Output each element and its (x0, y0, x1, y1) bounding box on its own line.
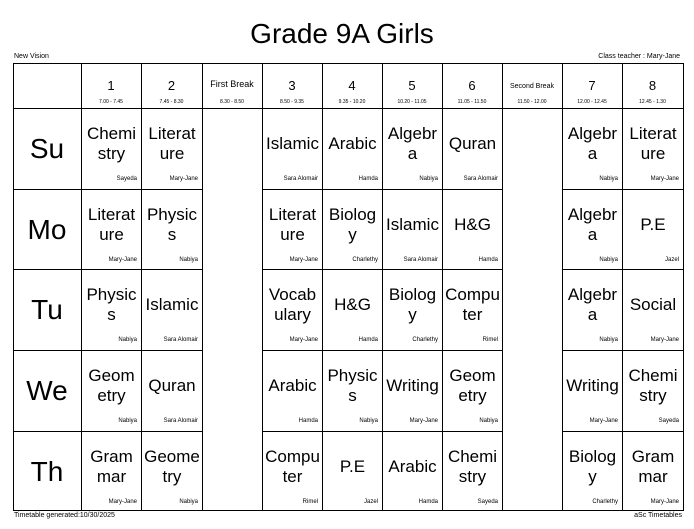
lesson-subject: Literature (148, 124, 196, 163)
lesson-cell[interactable] (323, 109, 382, 189)
lesson-subject: Chemistry (447, 447, 498, 486)
lesson-cell[interactable] (563, 351, 622, 431)
period-number: 2 (167, 78, 176, 93)
lesson-subject: Writing (386, 376, 439, 395)
lesson-teacher: Sayeda (658, 418, 679, 424)
lesson-teacher: Nabiya (179, 499, 198, 505)
lesson-subject: Grammar (90, 447, 133, 486)
lesson-teacher: Mary-Jane (409, 418, 438, 424)
lesson-subject: Chemistry (628, 366, 678, 405)
lesson-cell[interactable] (443, 432, 502, 512)
lesson-cell[interactable] (623, 351, 683, 431)
lesson-subject: Computer (265, 447, 320, 486)
break-header (502, 64, 562, 104)
lesson-teacher: Hamda (478, 257, 498, 263)
lesson-subject: Geometry (88, 366, 135, 405)
lesson-cell[interactable] (323, 190, 382, 270)
break-label: First Break (210, 79, 254, 89)
period-number: 3 (288, 78, 296, 93)
period-time: 7.00 - 7.45 (99, 99, 123, 105)
lesson-teacher: Hamda (298, 418, 318, 424)
period-time: 9.35 - 10.20 (338, 99, 366, 105)
lesson-cell[interactable] (263, 109, 322, 189)
lesson-subject: P.E (640, 215, 666, 234)
page-title: Grade 9A Girls (250, 18, 434, 49)
lesson-cell[interactable] (383, 432, 442, 512)
day-label: Su (29, 133, 65, 164)
period-header (81, 64, 141, 104)
period-header (442, 64, 502, 104)
lesson-subject: Algebra (387, 124, 438, 163)
lesson-subject: Biology (568, 447, 617, 486)
lesson-cell[interactable] (142, 109, 202, 189)
lesson-cell[interactable] (383, 190, 442, 270)
lesson-teacher: Mary-Jane (289, 257, 318, 263)
lesson-subject: Islamic (145, 295, 199, 314)
day-label: Mo (27, 214, 67, 245)
lesson-subject: Social (629, 295, 677, 314)
day-label: Tu (31, 294, 63, 325)
period-header (622, 64, 683, 104)
period-number: 8 (648, 78, 657, 93)
period-time: 8.30 - 8.50 (220, 99, 244, 105)
period-number: 4 (348, 78, 356, 93)
lesson-subject: Islamic (266, 134, 319, 153)
lesson-cell[interactable] (263, 432, 322, 512)
lesson-subject: Arabic (268, 376, 317, 395)
lesson-teacher: Nabiya (599, 337, 618, 343)
grid-vline (202, 64, 203, 510)
lesson-teacher: Hamda (358, 337, 378, 343)
day-label: We (26, 375, 68, 406)
lesson-teacher: Charlethy (352, 257, 378, 263)
break-label: Second Break (510, 83, 554, 90)
lesson-teacher: Mary-Jane (589, 418, 618, 424)
lesson-teacher: Sayeda (477, 499, 498, 505)
lesson-teacher: Sayeda (116, 176, 137, 182)
class-teacher: Class teacher : Mary-Jane (598, 53, 680, 60)
lesson-cell[interactable] (323, 351, 382, 431)
lesson-cell[interactable] (563, 109, 622, 189)
lesson-teacher: Nabiya (179, 257, 198, 263)
lesson-cell[interactable] (623, 270, 683, 350)
lesson-cell[interactable] (142, 270, 202, 350)
lesson-subject: Islamic (386, 215, 439, 234)
lesson-teacher: Charlethy (592, 499, 618, 505)
lesson-teacher: Mary-Jane (108, 499, 137, 505)
lesson-subject: Physics (327, 366, 378, 405)
lesson-teacher: Nabiya (359, 418, 378, 424)
lesson-teacher: Sara Alomair (163, 418, 198, 424)
lesson-subject: Quran (448, 134, 497, 153)
lesson-subject: Algebra (567, 205, 618, 244)
period-header (562, 64, 622, 104)
lesson-subject: Chemistry (86, 124, 137, 163)
lesson-cell[interactable] (82, 190, 141, 270)
lesson-teacher: Rimel (302, 499, 318, 505)
lesson-teacher: Charlethy (412, 337, 438, 343)
lesson-teacher: Nabiya (479, 418, 498, 424)
lesson-teacher: Mary-Jane (169, 176, 198, 182)
period-header (322, 64, 382, 104)
lesson-cell[interactable] (323, 432, 382, 512)
lesson-cell[interactable] (82, 109, 141, 189)
day-label: Th (30, 456, 64, 487)
lesson-teacher: Mary-Jane (289, 337, 318, 343)
lesson-cell[interactable] (142, 190, 202, 270)
lesson-subject: Algebra (567, 285, 618, 324)
lesson-teacher: Mary-Jane (650, 337, 679, 343)
period-time: 7.45 - 8.30 (159, 99, 184, 105)
period-number: 5 (408, 78, 416, 93)
lesson-teacher: Mary-Jane (650, 176, 679, 182)
lesson-teacher: Nabiya (599, 176, 618, 182)
lesson-subject: Physics (146, 205, 198, 244)
lesson-teacher: Nabiya (599, 257, 618, 263)
lesson-cell[interactable] (323, 270, 382, 350)
lesson-cell[interactable] (142, 351, 202, 431)
lesson-subject: Literature (629, 124, 677, 163)
lesson-subject: Writing (566, 376, 619, 395)
lesson-subject: Biology (388, 285, 437, 324)
lesson-cell[interactable] (82, 270, 141, 350)
lesson-subject: Vocabulary (268, 285, 317, 324)
lesson-subject: Arabic (388, 457, 437, 476)
lesson-cell[interactable] (623, 432, 683, 512)
period-number: 7 (588, 78, 596, 93)
break-header (202, 64, 262, 104)
period-number: 1 (107, 78, 115, 93)
period-header (141, 64, 202, 104)
lesson-teacher: Mary-Jane (650, 499, 679, 505)
lesson-teacher: Jazel (363, 499, 378, 505)
lesson-subject: Arabic (328, 134, 377, 153)
lesson-cell[interactable] (263, 351, 322, 431)
lesson-cell[interactable] (443, 270, 502, 350)
lesson-teacher: Sara Alomair (403, 257, 438, 263)
lesson-cell[interactable] (443, 351, 502, 431)
period-time: 11.50 - 12.00 (517, 99, 547, 105)
lesson-teacher: Rimel (482, 337, 498, 343)
footer-app: aSc Timetables (634, 512, 682, 519)
lesson-cell[interactable] (563, 190, 622, 270)
lesson-subject: Biology (328, 205, 377, 244)
lesson-cell[interactable] (263, 190, 322, 270)
lesson-teacher: Nabiya (419, 176, 438, 182)
lesson-teacher: Nabiya (118, 418, 137, 424)
lesson-teacher: Jazel (664, 257, 679, 263)
lesson-subject: Literature (87, 205, 136, 244)
lesson-cell[interactable] (563, 270, 622, 350)
lesson-subject: Algebra (567, 124, 618, 163)
lesson-subject: Grammar (631, 447, 675, 486)
lesson-cell[interactable] (82, 432, 141, 512)
lesson-teacher: Hamda (418, 499, 438, 505)
lesson-cell[interactable] (383, 109, 442, 189)
lesson-subject: Quran (148, 376, 196, 395)
lesson-cell[interactable] (142, 432, 202, 512)
footer-generated: Timetable generated:10/30/2025 (14, 512, 115, 519)
lesson-subject: H&G (334, 295, 371, 314)
lesson-cell[interactable] (443, 109, 502, 189)
lesson-teacher: Hamda (358, 176, 378, 182)
lesson-cell[interactable] (383, 270, 442, 350)
lesson-cell[interactable] (563, 432, 622, 512)
period-header (262, 64, 322, 104)
lesson-cell[interactable] (443, 190, 502, 270)
lesson-teacher: Nabiya (118, 337, 137, 343)
lesson-subject: Computer (445, 285, 500, 324)
lesson-subject: H&G (454, 215, 491, 234)
timetable-grid (13, 63, 684, 511)
period-time: 8.50 - 9.35 (280, 99, 304, 105)
grid-vline (502, 64, 503, 510)
period-time: 12.45 - 1.30 (639, 99, 666, 105)
lesson-cell[interactable] (623, 190, 683, 270)
lesson-subject: Geometry (449, 366, 496, 405)
lesson-teacher: Sara Alomair (283, 176, 318, 182)
period-time: 11.05 - 11.50 (457, 99, 487, 105)
lesson-teacher: Sara Alomair (463, 176, 498, 182)
lesson-subject: P.E (339, 457, 366, 476)
lesson-cell[interactable] (82, 351, 141, 431)
lesson-cell[interactable] (383, 351, 442, 431)
period-time: 10.20 - 11.05 (397, 99, 427, 105)
school-name: New Vision (14, 53, 49, 60)
lesson-teacher: Sara Alomair (163, 337, 198, 343)
lesson-teacher: Mary-Jane (108, 257, 137, 263)
lesson-subject: Physics (86, 285, 137, 324)
lesson-cell[interactable] (623, 109, 683, 189)
period-header (382, 64, 442, 104)
period-time: 12.00 - 12.45 (577, 99, 607, 105)
period-number: 6 (468, 78, 476, 93)
lesson-subject: Literature (268, 205, 317, 244)
lesson-cell[interactable] (263, 270, 322, 350)
lesson-subject: Geometry (144, 447, 200, 486)
